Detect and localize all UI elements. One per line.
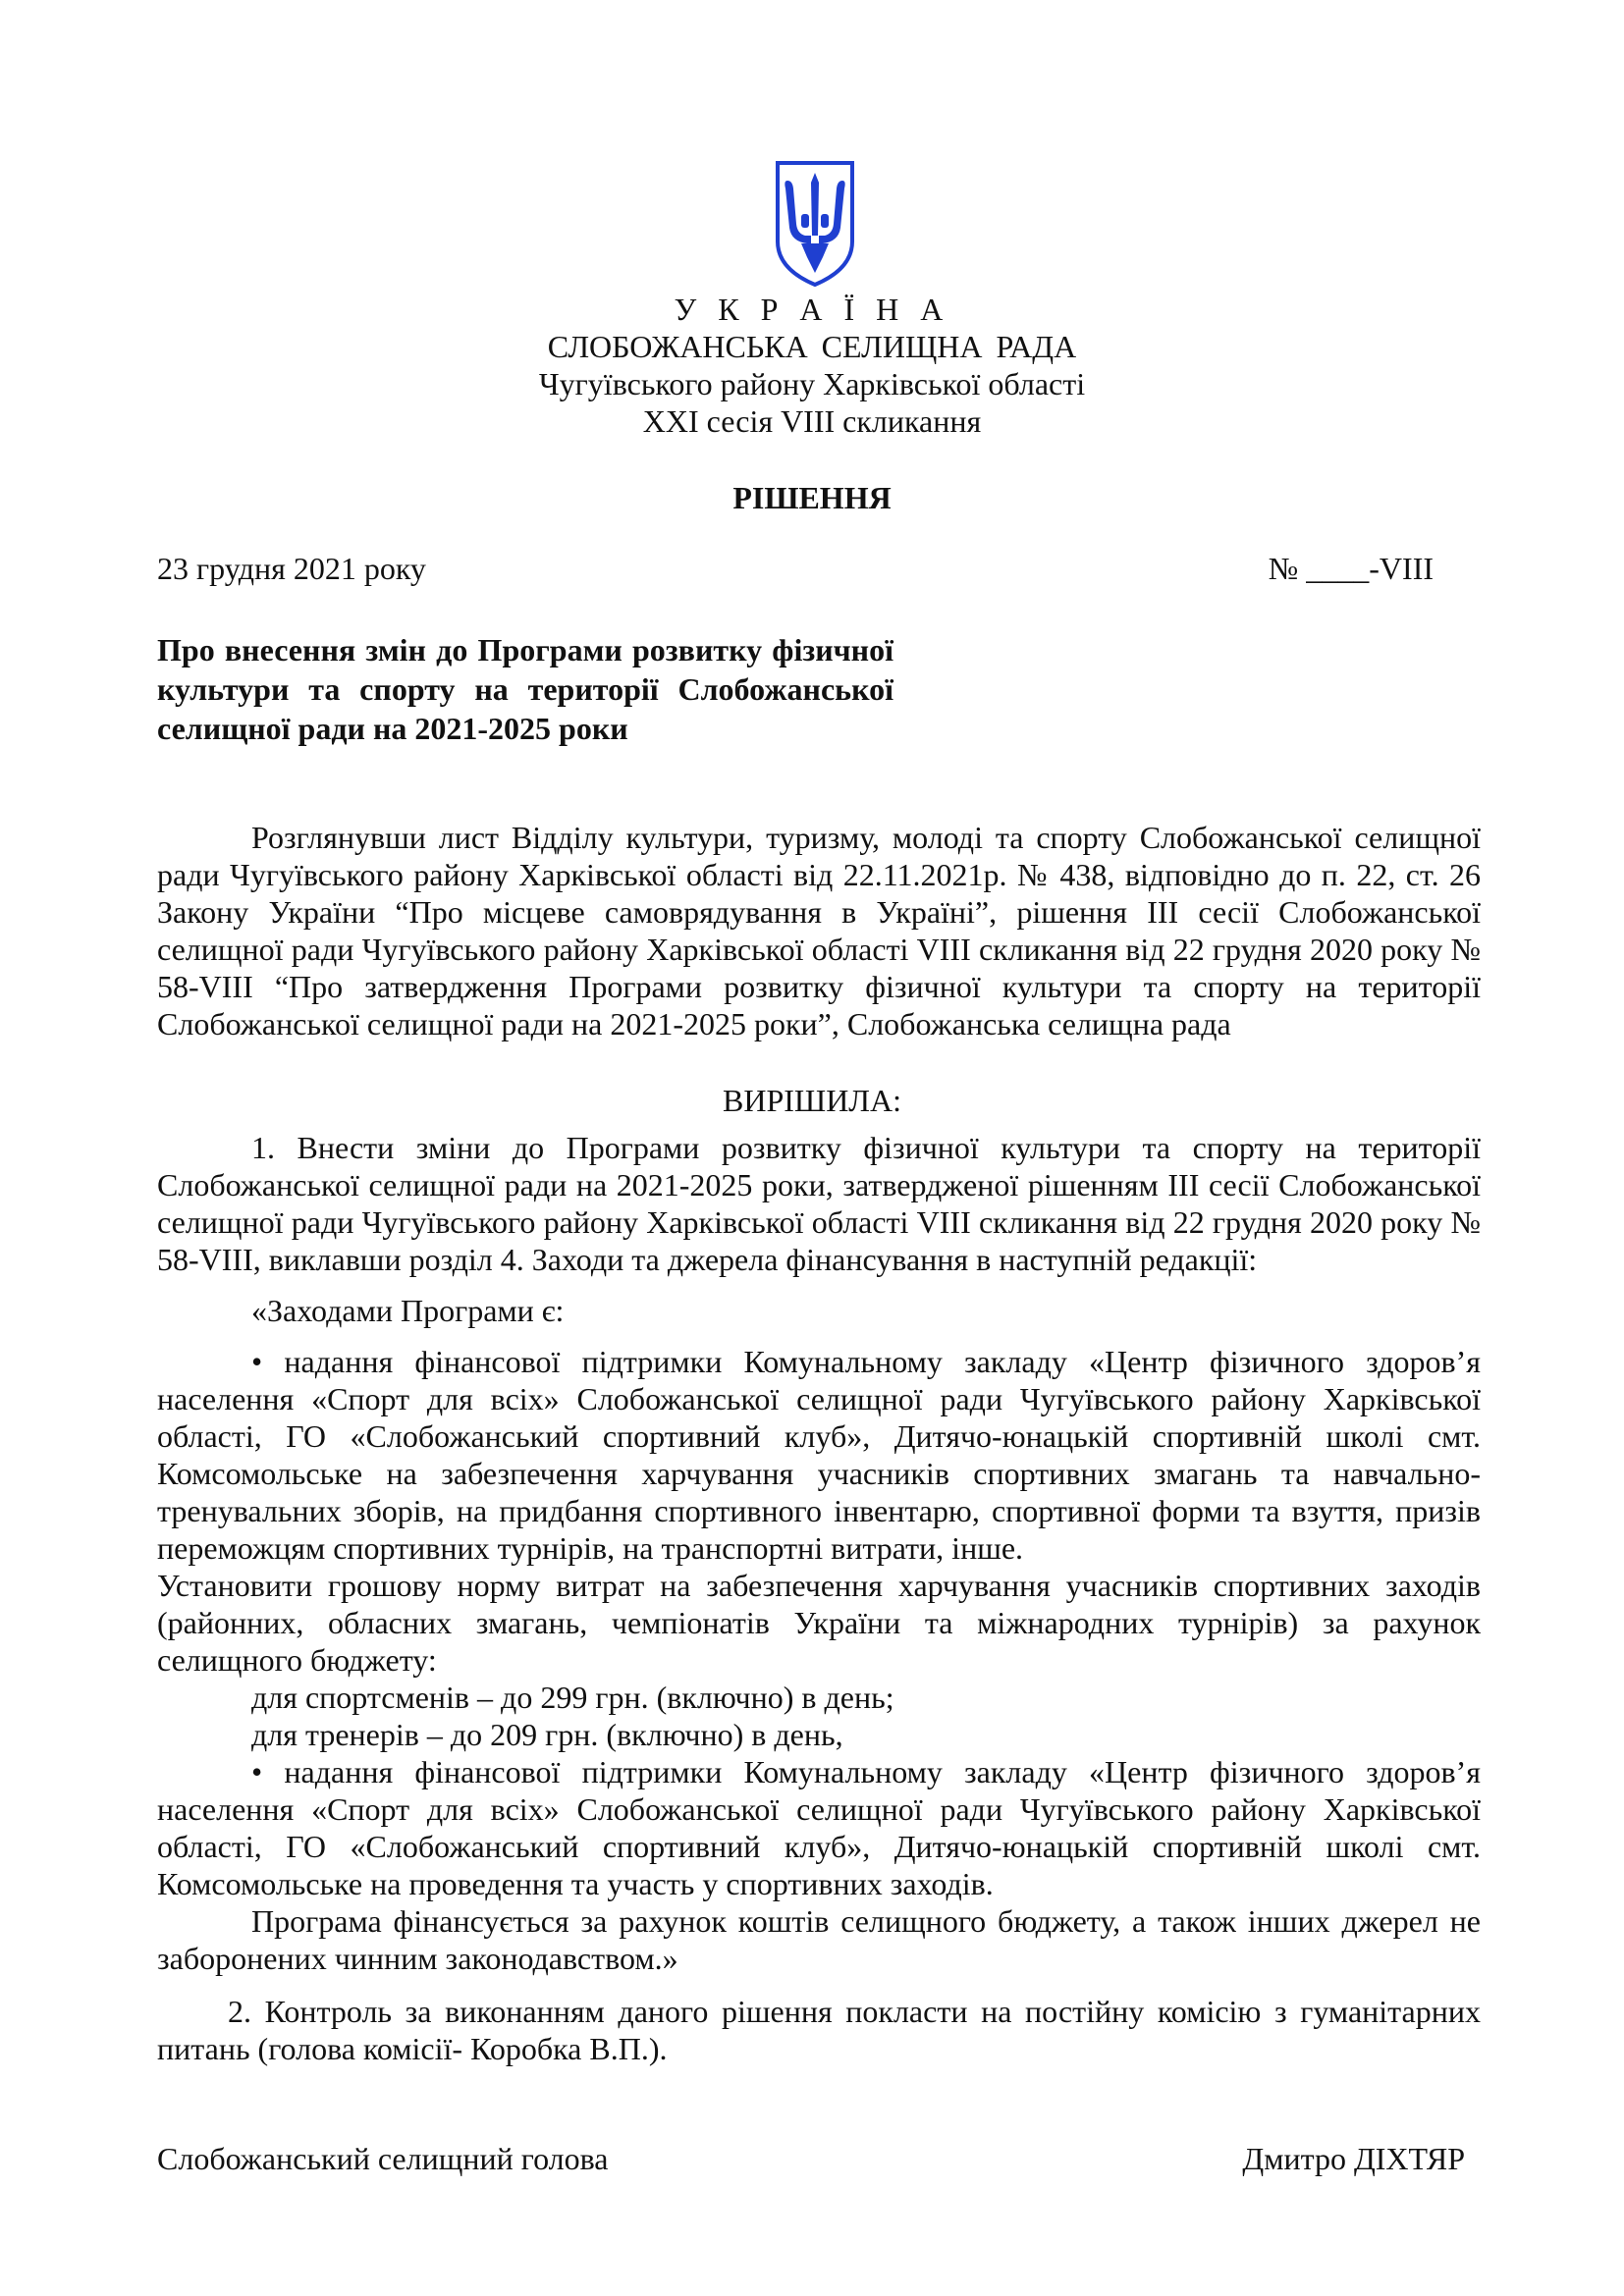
decision-date: 23 грудня 2021 року <box>157 551 426 586</box>
resolved-label: ВИРІШИЛА: <box>723 1083 901 1118</box>
country-name: У К Р А Ї Н А <box>674 292 950 327</box>
section-2-text: 2. Контроль за виконанням даного рішення покласти на постійну комісію з гуманітарних питань (голова комісії- Коробка В.П.). <box>157 1994 1481 2066</box>
norm-coaches: для тренерів – до 209 грн. (включно) в день, <box>251 1717 843 1752</box>
decision-subject: Про внесення змін до Програми розвитку фізичної культури та спорту на території Слобожанської селищної ради на 2021-2025 роки <box>157 632 893 746</box>
food-norm: Установити грошову норму витрат на забезпечення харчування учасників спортивних заходів (районних, обласних змагань, чемпіонатів України та міжнародних турнірів) за рахунок селищного бюджету: <box>157 1568 1481 1678</box>
decision-number: № ____-VIII <box>1268 551 1434 586</box>
financing-source: Програма фінансується за рахунок коштів селищного бюджету, а також інших джерел не заборонених чинним законодавством.» <box>157 1903 1481 1976</box>
signatory-position: Слобожанський селищний голова <box>157 2141 609 2176</box>
district-name: Чугуївського району Харківської області <box>538 366 1086 401</box>
preamble-text: Розглянувши лист Відділу культури, туризму, молоді та спорту Слобожанської селищної ради Чугуївського району Харківської області від 22.11.2021р. № 438, відповідно до п. 22, ст. 26 Закону України “Про місцеве самоврядування в Україні”, рішення ІІІ сесії Слобожанської селищної ради Чугуївського району Харківської області VIII скликання від 22 грудня 2020 року № 58-VIII “Про затвердження Програми розвитку фізичної культури та спорту на території Слобожанської селищної ради на 2021-2025 роки”, Слобожанська селищна рада <box>157 820 1481 1041</box>
measure-bullet-2: • надання фінансової підтримки Комунальному закладу «Центр фізичного здоров’я населення «Спорт для всіх» Слобожанської селищної ради Чугуївського району Харківської області, ГО «Слобожанський спортивний клуб», Дитячо-юнацькій спортивній школі смт. Комсомольське на проведення та участь у спортивних заходів. <box>157 1754 1481 1901</box>
preamble <box>157 819 1481 1042</box>
section-1 <box>157 1129 1481 1977</box>
section-2 <box>157 1993 1481 2067</box>
council-name: СЛОБОЖАНСЬКА СЕЛИЩНА РАДА <box>547 329 1077 364</box>
signature-block <box>157 2140 1465 2177</box>
session-info: XXI сесія VIII скликання <box>642 403 982 439</box>
signatory-name: Дмитро ДІХТЯР <box>1242 2141 1465 2176</box>
section-1-intro: 1. Внести зміни до Програми розвитку фізичної культури та спорту на території Слобожанської селищної ради на 2021-2025 роки, затвердженої рішенням ІІІ сесії Слобожанської селищної ради Чугуївського району Харківської області VIII скликання від 22 грудня 2020 року № 58-VIII, виклавши розділ 4. Заходи та джерела фінансування в наступній редакції: <box>157 1130 1481 1277</box>
measure-bullet-1: • надання фінансової підтримки Комунальному закладу «Центр фізичного здоров’я населення «Спорт для всіх» Слобожанської селищної ради Чугуївського району Харківської області, ГО «Слобожанський спортивний клуб», Дитячо-юнацькій спортивній школі смт. Комсомольське на забезпечення харчування учасників спортивних змагань та навчально-тренувальних зборів, на придбання спортивного інвентарю, спортивної форми та взуття, призів переможцям спортивних турнірів, на транспортні витрати, інше. <box>157 1344 1481 1566</box>
document-type: РІШЕННЯ <box>732 480 892 515</box>
date-line <box>157 550 1434 587</box>
norm-athletes: для спортсменів – до 299 грн. (включно) в день; <box>251 1680 894 1715</box>
measures-intro: «Заходами Програми є: <box>251 1293 565 1328</box>
coat-of-arms-icon <box>772 159 858 289</box>
